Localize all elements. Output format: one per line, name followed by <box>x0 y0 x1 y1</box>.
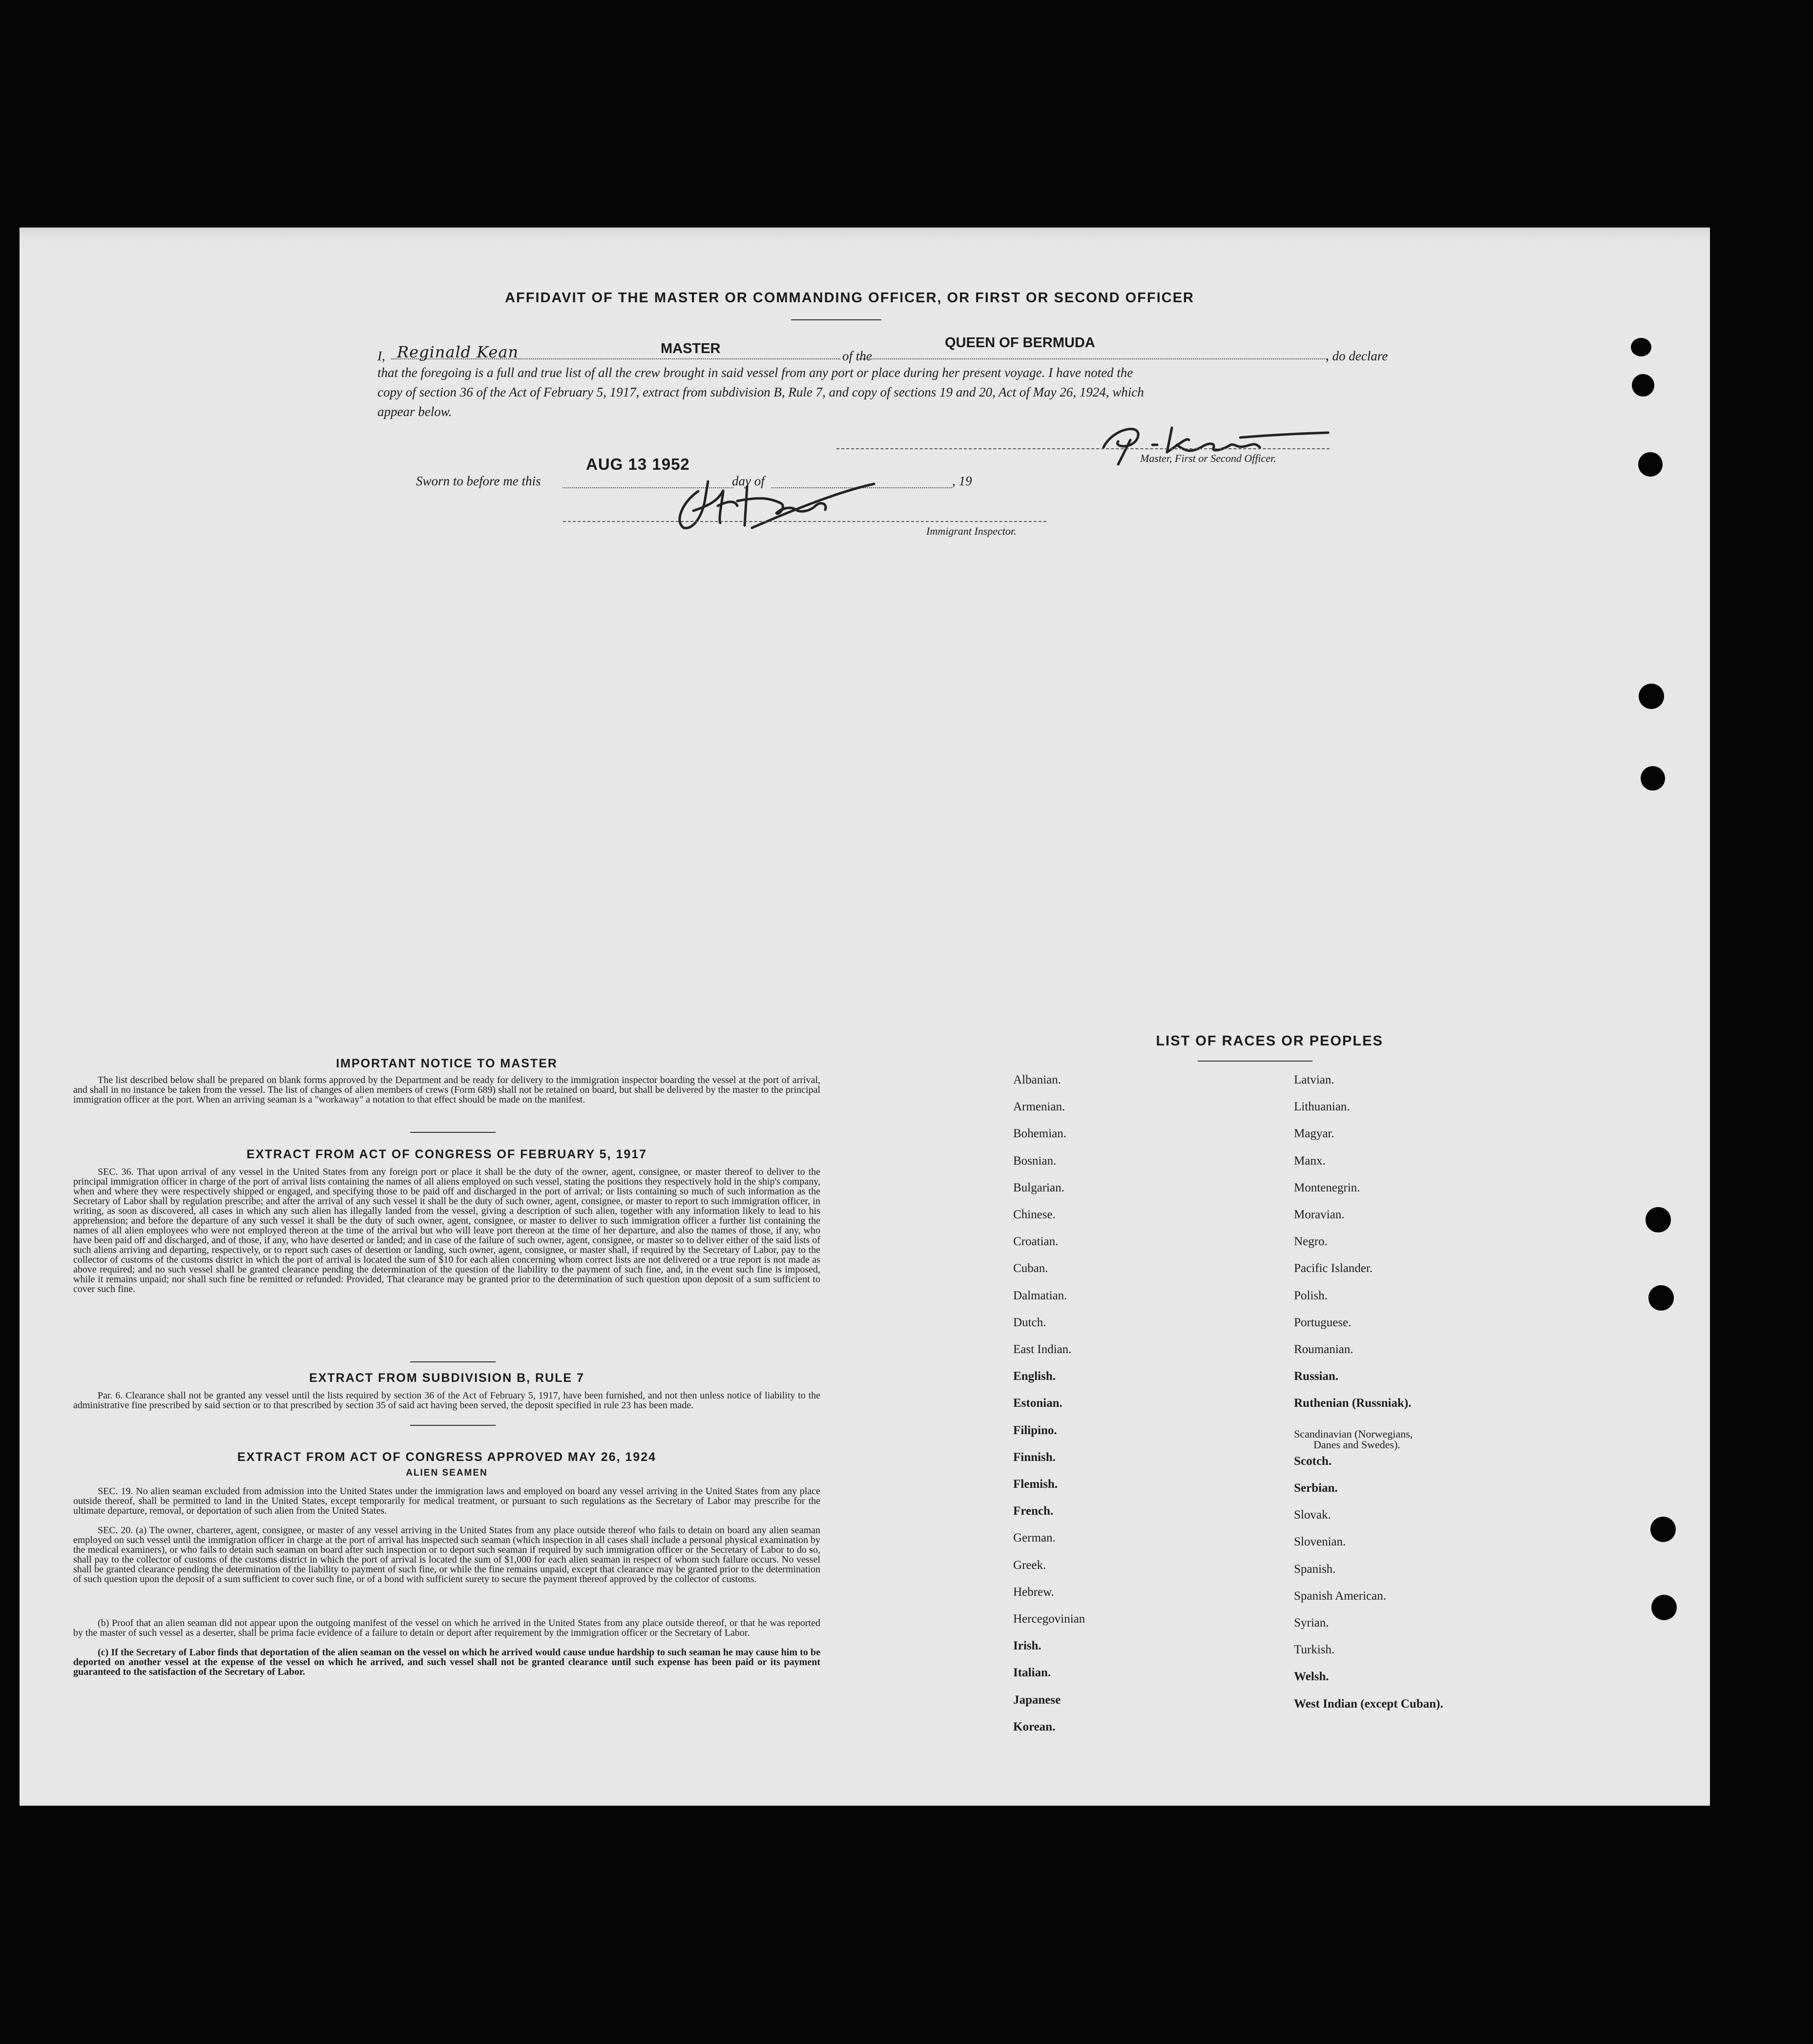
race-item: East Indian. <box>1013 1343 1072 1356</box>
race-item: Italian. <box>1013 1666 1051 1680</box>
race-item: English. <box>1013 1370 1056 1383</box>
sworn-prefix: Sworn to before me this <box>416 474 541 488</box>
race-item: Serbian. <box>1294 1481 1338 1495</box>
race-item: Croatian. <box>1013 1235 1059 1249</box>
race-item: Dutch. <box>1013 1315 1046 1329</box>
name-dotline <box>391 358 840 359</box>
punch-hole <box>1632 374 1654 396</box>
master-signature-caption: Master, First or Second Officer. <box>1140 452 1276 464</box>
race-item: Moravian. <box>1294 1208 1345 1221</box>
race-item: West Indian (except Cuban). <box>1294 1697 1443 1710</box>
inspector-signature-line <box>563 521 1046 522</box>
race-item: French. <box>1013 1504 1054 1518</box>
vessel-dotline <box>859 358 1328 359</box>
sworn-date-stamp: AUG 13 1952 <box>586 455 690 473</box>
race-item: Scotch. <box>1294 1454 1332 1468</box>
document-sheet <box>20 228 1710 1806</box>
extract-1924-sec20b: (b) Proof that an alien seaman did not appear upon the outgoing manifest of the vessel on which he arrived in the United States from any place outside thereof, or that he was reported by the master of such vessel as a deserter, shall be prima facie evidence of a failure to detain or deport after requirement by the immigration officer or the Secretary of Labor. <box>73 1618 820 1638</box>
vessel-name: QUEEN OF BERMUDA <box>945 335 1095 351</box>
race-item: Japanese <box>1013 1693 1061 1707</box>
master-name-handwritten: Reginald Kean <box>397 343 519 361</box>
race-item: Scandinavian (Norwegians, <box>1294 1427 1413 1440</box>
race-item: Chinese. <box>1013 1208 1056 1221</box>
punch-hole <box>1639 684 1664 709</box>
extract-1917-title: EXTRACT FROM ACT OF CONGRESS OF FEBRUARY 5, 1917 <box>246 1147 647 1161</box>
race-item: Hebrew. <box>1013 1585 1054 1599</box>
race-item: German. <box>1013 1531 1056 1545</box>
extract-1924-title: EXTRACT FROM ACT OF CONGRESS APPROVED MAY 26, 1924 <box>237 1450 657 1464</box>
race-item: Negro. <box>1294 1235 1328 1249</box>
master-signature-line <box>836 448 1330 449</box>
race-item: Albanian. <box>1013 1073 1061 1086</box>
race-item: Lithuanian. <box>1294 1100 1350 1114</box>
race-item: Montenegrin. <box>1294 1181 1360 1194</box>
punch-hole <box>1638 452 1663 477</box>
race-item: Dalmatian. <box>1013 1289 1067 1302</box>
race-item: Polish. <box>1294 1289 1328 1302</box>
punch-hole <box>1648 1285 1674 1311</box>
extract-1917-body: SEC. 36. That upon arrival of any vessel in the United States from any foreign port or place it shall be the duty of the owner, agent, consignee, or master thereof to deliver to the principal immigration officer in charge of the port of arrival lists containing the names of all aliens employed on such vessel, stating the positions they respectively hold in the ship's company, when and where they were respectively shipped or engaged, and specifying those to be paid off and discharged in the port of arrival; or lists containing so much of such information as the Secretary of Labor shall by regulation prescribe; and after the arrival of any such vessel it shall be the duty of such owner, agent, consignee, or master to report to such immigration officer, in writing, as soon as discovered, all cases in which any such alien has illegally landed from the vessel, giving a description of such alien, together with any information likely to lead to his apprehension; and before the departure of any such vessel it shall be the duty of such owner, agent, consignee, or master to deliver to such immigration officer a further list containing the names of all alien employees who were not employed thereon at the time of the arrival but who will leave port thereon at the time of her departure, and also the names of those, if any, who have been paid off and discharged, and of those, if any, who have deserted or landed; and in case of the failure of such owner, agent, consignee, or master so to deliver either of the said lists of such aliens arriving and departing, respectively, or to report such cases of desertion or landing, such owner, agent, consignee, or master shall, if required by the Secretary of Labor, pay to the collector of customs of the customs district in which the port of arrival is located the sum of $10 for each alien concerning whom correct lists are not delivered or a true report is not made as above required; and no such vessel shall be granted clearance pending the determination of the question of the liability to the payment of such fine, and, in the event such fine is imposed, while it remains unpaid; nor shall such fine be remitted or refunded: Provided, That clearance may be granted prior to the determination of such question upon deposit of a sum sufficient to cover such fine. <box>73 1167 820 1294</box>
inspector-caption: Immigrant Inspector. <box>926 525 1017 537</box>
race-item: Syrian. <box>1294 1616 1329 1629</box>
races-title-rule <box>1198 1061 1313 1062</box>
notice-title: IMPORTANT NOTICE TO MASTER <box>336 1057 558 1070</box>
race-item: Irish. <box>1013 1639 1042 1653</box>
race-item: Turkish. <box>1294 1643 1335 1657</box>
notice-divider <box>410 1132 496 1133</box>
race-item: Slovak. <box>1294 1508 1331 1522</box>
race-item: Slovenian. <box>1294 1535 1346 1549</box>
inspector-signature <box>664 472 879 535</box>
subdivision-b-divider <box>410 1425 496 1426</box>
race-item: Magyar. <box>1294 1127 1334 1141</box>
affidavit-line3: copy of section 36 of the Act of February 5, 1917, extract from subdivision B, Rule 7, and copy of sections 19 and 20, Act of May 26, 1924, which <box>377 385 1144 399</box>
race-item: Latvian. <box>1294 1073 1334 1086</box>
punch-hole <box>1651 1595 1677 1620</box>
race-item: Bohemian. <box>1013 1127 1067 1141</box>
affidavit-line2: that the foregoing is a full and true list of all the crew brought in said vessel from any port or place during her present voyage. I have noted the <box>377 365 1133 380</box>
race-item: Greek. <box>1013 1558 1046 1572</box>
races-title: LIST OF RACES OR PEOPLES <box>1156 1033 1383 1049</box>
race-item: Bosnian. <box>1013 1154 1057 1168</box>
race-item: Pacific Islander. <box>1294 1262 1373 1275</box>
race-item: Filipino. <box>1013 1423 1057 1437</box>
race-item: Spanish. <box>1294 1562 1336 1576</box>
race-item: Korean. <box>1013 1720 1056 1733</box>
punch-hole <box>1631 338 1651 356</box>
affidavit-i-label: I, <box>377 349 385 363</box>
master-rank: MASTER <box>661 341 721 356</box>
race-item: Ruthenian (Russniak). <box>1294 1397 1412 1410</box>
race-item: Armenian. <box>1013 1100 1065 1114</box>
race-item: Bulgarian. <box>1013 1181 1064 1194</box>
extract-1924-sec20a: SEC. 20. (a) The owner, charterer, agent, consignee, or master of any vessel arriving in the United States from any place outside thereof who fails to detain on board any alien seaman employed on such vessel until the immigration officer in charge at the port of arrival has inspected such seaman (which inspection in all cases shall include a personal physical examination by the medical examiners), or who fails to detain such seaman on board after such inspection or to deport such seaman if required by such immigration officer or the Secretary of Labor to do so, shall pay to the collector of customs of the customs district in which the port of arrival is located the sum of $1,000 for each alien seaman in respect of whom such failure occurs. No vessel shall be granted clearance pending the determination of the liability to payment of such fine, or while the fine remains unpaid, except that clearance may be granted prior to the determination of such question upon the deposit of a sum sufficient to cover such fine, or of a bond with sufficient surety to secure the payment thereof approved by the collector of customs. <box>73 1525 820 1585</box>
notice-body: The list described below shall be prepared on blank forms approved by the Department and be ready for delivery to the immigration inspector boarding the vessel at the port of arrival, and shall in no instance be taken from the vessel. The list of changes of alien members of crews (Form 689) shall not be retained on board, but shall be delivered by the master to the principal immigration officer at the port. When an arriving seaman is a "workaway" a notation to that effect should be made on the manifest. <box>73 1075 820 1105</box>
race-item: Danes and Swedes). <box>1313 1438 1400 1451</box>
sworn-day-of: day of <box>732 474 765 488</box>
extract-1924-subtitle: ALIEN SEAMEN <box>406 1468 488 1478</box>
race-item: Russian. <box>1294 1370 1339 1383</box>
subdivision-b-body: Par. 6. Clearance shall not be granted any vessel until the lists required by section 36 of the Act of February 5, 1917, have been furnished, and not then unless notice of liability to the administrative fine prescribed by said section or to that prescribed by section 35 of said act having been served, the deposit specified in rule 23 has been made. <box>73 1390 820 1411</box>
race-item: Welsh. <box>1294 1670 1329 1684</box>
race-item: Roumanian. <box>1294 1343 1354 1356</box>
affidavit-title-rule <box>791 319 881 320</box>
punch-hole <box>1646 1207 1671 1232</box>
race-item: Estonian. <box>1013 1397 1063 1410</box>
affidavit-line4: appear below. <box>377 404 452 419</box>
affidavit-title: AFFIDAVIT OF THE MASTER OR COMMANDING OFFICER, OR FIRST OR SECOND OFFICER <box>505 290 1194 306</box>
sworn-year: , 19 <box>952 474 972 488</box>
race-item: Manx. <box>1294 1154 1326 1168</box>
extract-1917-divider <box>410 1361 496 1362</box>
affidavit-line1 <box>377 335 1417 368</box>
race-item: Finnish. <box>1013 1450 1056 1464</box>
subdivision-b-title: EXTRACT FROM SUBDIVISION B, RULE 7 <box>309 1371 584 1385</box>
punch-hole <box>1641 766 1665 791</box>
race-item: Portuguese. <box>1294 1315 1352 1329</box>
race-item: Cuban. <box>1013 1262 1048 1275</box>
extract-1924-sec20c: (c) If the Secretary of Labor finds that deportation of the alien seaman on the vessel on which he arrived would cause undue hardship to such seaman he may cause him to be deported on another vessel at the expense of the vessel on which he arrived, and such vessel shall not be granted clearance until such expense has been paid or its payment guaranteed to the satisfaction of the Secretary of Labor. <box>73 1647 820 1677</box>
race-item: Hercegovinian <box>1013 1612 1085 1626</box>
affidavit-of-the: of the <box>842 349 872 363</box>
affidavit-do-declare: , do declare <box>1326 349 1388 363</box>
punch-hole <box>1650 1517 1676 1542</box>
extract-1924-sec19: SEC. 19. No alien seaman excluded from admission into the United States under the immigration laws and employed on board any vessel arriving in the United States from any place outside thereof, shall be permitted to land in the United States, except temporarily for medical treatment, or pursuant to such regulations as the Secretary of Labor may prescribe for the ultimate departure, removal, or deportation of such alien from the United States. <box>73 1486 820 1516</box>
race-item: Flemish. <box>1013 1478 1058 1491</box>
race-item: Spanish American. <box>1294 1589 1386 1603</box>
